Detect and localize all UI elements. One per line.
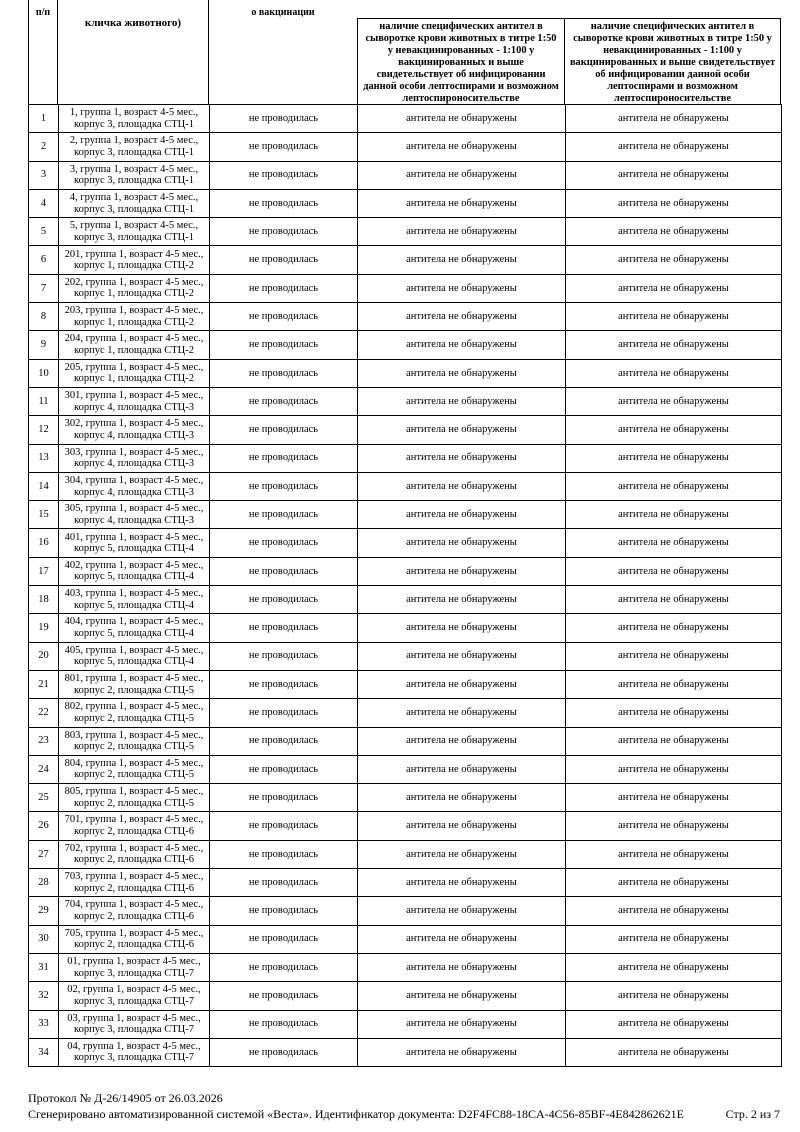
cell-number: 28: [29, 869, 59, 897]
cell-vaccination: не проводилась: [210, 840, 358, 868]
animal-line1: 402, группа 1, возраст 4-5 мес.,: [64, 559, 204, 571]
cell-vaccination: не проводилась: [210, 218, 358, 246]
cell-result-1: антитела не обнаружены: [358, 586, 566, 614]
cell-result-1: антитела не обнаружены: [358, 784, 566, 812]
cell-vaccination: не проводилась: [210, 670, 358, 698]
header-cell-antibody-result-1: наличие специфических антител в сыворотке крови животных в титре 1:50 у невакцинированных - 1:100 у вакцинированных и выше свидетельствует об инфицировании данной особи лептоспирами и возможном лептоспироносительстве: [358, 19, 565, 104]
cell-animal: [59, 925, 210, 953]
cell-vaccination: не проводилась: [210, 586, 358, 614]
cell-animal: [59, 699, 210, 727]
animal-line2: корпус 1, площадка СТЦ-2: [74, 373, 194, 385]
cell-vaccination: не проводилась: [210, 105, 358, 133]
cell-result-2: антитела не обнаружены: [566, 897, 782, 925]
table-header: [28, 0, 781, 104]
cell-result-1: антитела не обнаружены: [358, 840, 566, 868]
animal-line2: корпус 3, площадка СТЦ-1: [74, 203, 194, 215]
cell-animal: [59, 586, 210, 614]
cell-result-1: антитела не обнаружены: [358, 387, 566, 415]
cell-number: 9: [29, 331, 59, 359]
header-cell-number: [28, 0, 58, 104]
animal-line2: корпус 3, площадка СТЦ-7: [74, 1024, 194, 1036]
cell-number: 26: [29, 812, 59, 840]
cell-number: 11: [29, 387, 59, 415]
animal-line1: 302, группа 1, возраст 4-5 мес.,: [64, 418, 204, 430]
cell-number: 31: [29, 953, 59, 981]
animal-line1: 703, группа 1, возраст 4-5 мес.,: [64, 871, 204, 883]
animal-line1: 1, группа 1, возраст 4-5 мес.,: [69, 107, 199, 119]
animal-line2: корпус 4, площадка СТЦ-3: [74, 429, 194, 441]
table-row: [29, 699, 782, 727]
cell-number: 14: [29, 472, 59, 500]
header-vaccination-clipped-text: о вакцинации: [251, 7, 315, 18]
cell-result-1: антитела не обнаружены: [358, 953, 566, 981]
cell-result-2: антитела не обнаружены: [566, 982, 782, 1010]
cell-animal: [59, 331, 210, 359]
results-grid: [28, 104, 782, 1067]
animal-line2: корпус 3, площадка СТЦ-1: [74, 231, 194, 243]
cell-result-1: антитела не обнаружены: [358, 303, 566, 331]
animal-line1: 303, группа 1, возраст 4-5 мес.,: [64, 446, 204, 458]
cell-result-2: антитела не обнаружены: [566, 1010, 782, 1038]
animal-line2: корпус 2, площадка СТЦ-6: [74, 826, 194, 838]
cell-result-2: антитела не обнаружены: [566, 387, 782, 415]
cell-animal: [59, 161, 210, 189]
cell-animal: [59, 501, 210, 529]
cell-vaccination: не проводилась: [210, 755, 358, 783]
animal-line1: 701, группа 1, возраст 4-5 мес.,: [64, 814, 204, 826]
animal-line1: 2, группа 1, возраст 4-5 мес.,: [69, 135, 199, 147]
cell-result-1: антитела не обнаружены: [358, 812, 566, 840]
animal-line1: 3, группа 1, возраст 4-5 мес.,: [69, 163, 199, 175]
cell-result-1: антитела не обнаружены: [358, 925, 566, 953]
animal-line1: 401, группа 1, возраст 4-5 мес.,: [64, 531, 204, 543]
cell-animal: [59, 727, 210, 755]
cell-number: 22: [29, 699, 59, 727]
header-animal-label: кличка животного): [84, 17, 182, 29]
table-row: [29, 387, 782, 415]
cell-result-1: антитела не обнаружены: [358, 444, 566, 472]
cell-result-1: антитела не обнаружены: [358, 359, 566, 387]
table-row: [29, 444, 782, 472]
page-number: Стр. 2 из 7: [725, 1107, 780, 1121]
cell-animal: [59, 1010, 210, 1038]
cell-animal: [59, 359, 210, 387]
table-row: [29, 1010, 782, 1038]
cell-result-1: антитела не обнаружены: [358, 642, 566, 670]
cell-result-1: антитела не обнаружены: [358, 416, 566, 444]
animal-line1: 01, группа 1, возраст 4-5 мес.,: [67, 955, 201, 967]
cell-result-2: антитела не обнаружены: [566, 303, 782, 331]
cell-number: 16: [29, 529, 59, 557]
table-row: [29, 303, 782, 331]
animal-line1: 202, группа 1, возраст 4-5 мес.,: [64, 276, 204, 288]
animal-line1: 301, группа 1, возраст 4-5 мес.,: [64, 390, 204, 402]
cell-result-2: антитела не обнаружены: [566, 218, 782, 246]
animal-line2: корпус 2, площадка СТЦ-6: [74, 939, 194, 951]
cell-animal: [59, 642, 210, 670]
animal-line2: корпус 3, площадка СТЦ-7: [74, 967, 194, 979]
cell-vaccination: не проводилась: [210, 246, 358, 274]
table-row: [29, 246, 782, 274]
cell-animal: [59, 416, 210, 444]
animal-line2: корпус 2, площадка СТЦ-5: [74, 741, 194, 753]
animal-line1: 705, группа 1, возраст 4-5 мес.,: [64, 927, 204, 939]
cell-vaccination: не проводилась: [210, 897, 358, 925]
cell-result-2: антитела не обнаружены: [566, 812, 782, 840]
cell-vaccination: не проводилась: [210, 444, 358, 472]
cell-animal: [59, 614, 210, 642]
cell-number: 32: [29, 982, 59, 1010]
cell-result-1: антитела не обнаружены: [358, 897, 566, 925]
table-row: [29, 359, 782, 387]
cell-result-1: антитела не обнаружены: [358, 331, 566, 359]
cell-vaccination: не проводилась: [210, 1038, 358, 1066]
animal-line1: 203, группа 1, возраст 4-5 мес.,: [64, 305, 204, 317]
cell-number: 13: [29, 444, 59, 472]
cell-animal: [59, 246, 210, 274]
cell-result-2: антитела не обнаружены: [566, 699, 782, 727]
cell-result-2: антитела не обнаружены: [566, 557, 782, 585]
animal-line1: 4, группа 1, возраст 4-5 мес.,: [69, 191, 199, 203]
cell-number: 2: [29, 133, 59, 161]
animal-line2: корпус 4, площадка СТЦ-3: [74, 458, 194, 470]
cell-result-1: антитела не обнаружены: [358, 105, 566, 133]
table-row: [29, 472, 782, 500]
animal-line2: корпус 5, площадка СТЦ-4: [74, 599, 194, 611]
animal-line1: 802, группа 1, возраст 4-5 мес.,: [64, 701, 204, 713]
cell-result-2: антитела не обнаружены: [566, 840, 782, 868]
cell-animal: [59, 133, 210, 161]
animal-line2: корпус 1, площадка СТЦ-2: [74, 260, 194, 272]
cell-animal: [59, 982, 210, 1010]
animal-line2: корпус 1, площадка СТЦ-2: [74, 288, 194, 300]
animal-line2: корпус 5, площадка СТЦ-4: [74, 656, 194, 668]
animal-line1: 405, группа 1, возраст 4-5 мес.,: [64, 644, 204, 656]
cell-number: 19: [29, 614, 59, 642]
cell-number: 12: [29, 416, 59, 444]
animal-line1: 5, группа 1, возраст 4-5 мес.,: [69, 220, 199, 232]
cell-number: 21: [29, 670, 59, 698]
cell-result-2: антитела не обнаружены: [566, 416, 782, 444]
animal-line2: корпус 3, площадка СТЦ-1: [74, 175, 194, 187]
cell-number: 15: [29, 501, 59, 529]
animal-line1: 201, группа 1, возраст 4-5 мес.,: [64, 248, 204, 260]
animal-line2: корпус 3, площадка СТЦ-7: [74, 1052, 194, 1064]
cell-number: 27: [29, 840, 59, 868]
cell-animal: [59, 274, 210, 302]
cell-animal: [59, 557, 210, 585]
table-row: [29, 755, 782, 783]
cell-result-1: антитела не обнаружены: [358, 1010, 566, 1038]
table-row: [29, 1038, 782, 1066]
table-row: [29, 586, 782, 614]
animal-line2: корпус 1, площадка СТЦ-2: [74, 316, 194, 328]
animal-line1: 704, группа 1, возраст 4-5 мес.,: [64, 899, 204, 911]
cell-number: 8: [29, 303, 59, 331]
table-row: [29, 642, 782, 670]
cell-result-2: антитела не обнаружены: [566, 246, 782, 274]
cell-result-1: антитела не обнаружены: [358, 869, 566, 897]
cell-animal: [59, 105, 210, 133]
header-cell-vaccination: [209, 0, 357, 104]
cell-result-2: антитела не обнаружены: [566, 670, 782, 698]
cell-vaccination: не проводилась: [210, 501, 358, 529]
cell-result-2: антитела не обнаружены: [566, 1038, 782, 1066]
cell-vaccination: не проводилась: [210, 529, 358, 557]
cell-number: 5: [29, 218, 59, 246]
table-row: [29, 529, 782, 557]
cell-result-2: антитела не обнаружены: [566, 133, 782, 161]
cell-result-2: антитела не обнаружены: [566, 105, 782, 133]
cell-animal: [59, 472, 210, 500]
cell-number: 7: [29, 274, 59, 302]
animal-line1: 304, группа 1, возраст 4-5 мес.,: [64, 474, 204, 486]
animal-line2: корпус 2, площадка СТЦ-5: [74, 684, 194, 696]
cell-vaccination: не проводилась: [210, 161, 358, 189]
cell-result-1: антитела не обнаружены: [358, 699, 566, 727]
cell-animal: [59, 784, 210, 812]
cell-result-1: антитела не обнаружены: [358, 218, 566, 246]
table-row: [29, 784, 782, 812]
cell-result-2: антитела не обнаружены: [566, 444, 782, 472]
cell-animal: [59, 387, 210, 415]
animal-line2: корпус 2, площадка СТЦ-5: [74, 797, 194, 809]
header-number-clipped-text: п/п: [35, 7, 51, 18]
cell-result-2: антитела не обнаружены: [566, 161, 782, 189]
cell-number: 29: [29, 897, 59, 925]
cell-vaccination: не проводилась: [210, 925, 358, 953]
cell-number: 30: [29, 925, 59, 953]
table-row: [29, 614, 782, 642]
table-body: [29, 105, 782, 1067]
cell-vaccination: не проводилась: [210, 642, 358, 670]
table-row: [29, 840, 782, 868]
cell-vaccination: не проводилась: [210, 303, 358, 331]
cell-vaccination: не проводилась: [210, 557, 358, 585]
cell-number: 1: [29, 105, 59, 133]
cell-number: 33: [29, 1010, 59, 1038]
cell-number: 10: [29, 359, 59, 387]
animal-line1: 02, группа 1, возраст 4-5 мес.,: [67, 984, 201, 996]
animal-line1: 04, группа 1, возраст 4-5 мес.,: [67, 1040, 201, 1052]
cell-vaccination: не проводилась: [210, 133, 358, 161]
cell-number: 24: [29, 755, 59, 783]
cell-animal: [59, 812, 210, 840]
animal-line1: 804, группа 1, возраст 4-5 мес.,: [64, 757, 204, 769]
table-row: [29, 557, 782, 585]
header-cell-antibody-result-2: наличие специфических антител в сыворотке крови животных в титре 1:50 у невакцинированных - 1:100 у вакцинированных и выше свидетельствует об инфицировании данной особи лептоспирами и возможном лептоспироносительстве: [569, 21, 776, 104]
cell-vaccination: не проводилась: [210, 359, 358, 387]
cell-number: 3: [29, 161, 59, 189]
cell-result-2: антитела не обнаружены: [566, 501, 782, 529]
cell-animal: [59, 529, 210, 557]
cell-animal: [59, 953, 210, 981]
cell-vaccination: не проводилась: [210, 189, 358, 217]
cell-result-1: антитела не обнаружены: [358, 727, 566, 755]
cell-result-2: антитела не обнаружены: [566, 472, 782, 500]
table-row: [29, 812, 782, 840]
cell-result-2: антитела не обнаружены: [566, 331, 782, 359]
animal-line2: корпус 4, площадка СТЦ-3: [74, 486, 194, 498]
footer-generated-text: Сгенерировано автоматизированной системой «Веста». Идентификатор документа: D2F4FC88-18CA-4C56-85BF-4E842862621E: [28, 1107, 685, 1121]
cell-animal: [59, 670, 210, 698]
table-row: [29, 105, 782, 133]
cell-vaccination: не проводилась: [210, 699, 358, 727]
cell-animal: [59, 218, 210, 246]
cell-result-2: антитела не обнаружены: [566, 642, 782, 670]
cell-vaccination: не проводилась: [210, 274, 358, 302]
cell-result-1: антитела не обнаружены: [358, 670, 566, 698]
header-cell-animal: [58, 0, 209, 104]
cell-result-1: антитела не обнаружены: [358, 755, 566, 783]
animal-line2: корпус 2, площадка СТЦ-6: [74, 854, 194, 866]
cell-result-1: антитела не обнаружены: [358, 274, 566, 302]
animal-line2: корпус 2, площадка СТЦ-6: [74, 882, 194, 894]
cell-vaccination: не проводилась: [210, 614, 358, 642]
table-row: [29, 274, 782, 302]
cell-animal: [59, 1038, 210, 1066]
cell-result-2: антитела не обнаружены: [566, 614, 782, 642]
table-row: [29, 416, 782, 444]
cell-vaccination: не проводилась: [210, 416, 358, 444]
animal-line1: 803, группа 1, возраст 4-5 мес.,: [64, 729, 204, 741]
animal-line2: корпус 4, площадка СТЦ-3: [74, 514, 194, 526]
cell-number: 6: [29, 246, 59, 274]
animal-line2: корпус 5, площадка СТЦ-4: [74, 627, 194, 639]
cell-result-1: антитела не обнаружены: [358, 189, 566, 217]
table-row: [29, 897, 782, 925]
animal-line1: 404, группа 1, возраст 4-5 мес.,: [64, 616, 204, 628]
cell-result-2: антитела не обнаружены: [566, 359, 782, 387]
animal-line2: корпус 2, площадка СТЦ-5: [74, 769, 194, 781]
animal-line1: 03, группа 1, возраст 4-5 мес.,: [67, 1012, 201, 1024]
footer-protocol: Протокол № Д-26/14905 от 26.03.2026: [28, 1091, 223, 1105]
animal-line1: 403, группа 1, возраст 4-5 мес.,: [64, 588, 204, 600]
cell-result-1: антитела не обнаружены: [358, 246, 566, 274]
cell-animal: [59, 755, 210, 783]
cell-number: 34: [29, 1038, 59, 1066]
cell-result-1: антитела не обнаружены: [358, 614, 566, 642]
cell-result-1: антитела не обнаружены: [358, 472, 566, 500]
cell-result-2: антитела не обнаружены: [566, 189, 782, 217]
cell-number: 18: [29, 586, 59, 614]
cell-result-1: антитела не обнаружены: [358, 529, 566, 557]
animal-line1: 805, группа 1, возраст 4-5 мес.,: [64, 786, 204, 798]
cell-animal: [59, 869, 210, 897]
animal-line2: корпус 3, площадка СТЦ-1: [74, 146, 194, 158]
table-row: [29, 501, 782, 529]
cell-vaccination: не проводилась: [210, 982, 358, 1010]
cell-vaccination: не проводилась: [210, 869, 358, 897]
cell-animal: [59, 303, 210, 331]
cell-result-2: антитела не обнаружены: [566, 727, 782, 755]
animal-line2: корпус 2, площадка СТЦ-5: [74, 712, 194, 724]
cell-vaccination: не проводилась: [210, 727, 358, 755]
cell-animal: [59, 840, 210, 868]
cell-number: 17: [29, 557, 59, 585]
animal-line1: 205, группа 1, возраст 4-5 мес.,: [64, 361, 204, 373]
animal-line2: корпус 3, площадка СТЦ-1: [74, 118, 194, 130]
cell-result-2: антитела не обнаружены: [566, 953, 782, 981]
results-table: [28, 0, 781, 1067]
cell-number: 20: [29, 642, 59, 670]
animal-line1: 801, группа 1, возраст 4-5 мес.,: [64, 672, 204, 684]
cell-vaccination: не проводилась: [210, 953, 358, 981]
cell-number: 25: [29, 784, 59, 812]
cell-vaccination: не проводилась: [210, 812, 358, 840]
cell-vaccination: не проводилась: [210, 784, 358, 812]
cell-vaccination: не проводилась: [210, 1010, 358, 1038]
animal-line2: корпус 1, площадка СТЦ-2: [74, 345, 194, 357]
cell-result-2: антитела не обнаружены: [566, 925, 782, 953]
animal-line1: 305, группа 1, возраст 4-5 мес.,: [64, 503, 204, 515]
header-result-columns: [357, 18, 781, 104]
cell-result-2: антитела не обнаружены: [566, 784, 782, 812]
cell-vaccination: не проводилась: [210, 472, 358, 500]
cell-vaccination: не проводилась: [210, 387, 358, 415]
table-row: [29, 189, 782, 217]
cell-result-2: антитела не обнаружены: [566, 274, 782, 302]
cell-animal: [59, 189, 210, 217]
animal-line1: 204, группа 1, возраст 4-5 мес.,: [64, 333, 204, 345]
animal-line2: корпус 2, площадка СТЦ-6: [74, 910, 194, 922]
cell-vaccination: не проводилась: [210, 331, 358, 359]
footer-generated-line: [28, 1107, 780, 1122]
animal-line2: корпус 4, площадка СТЦ-3: [74, 401, 194, 413]
animal-line2: корпус 5, площадка СТЦ-4: [74, 543, 194, 555]
cell-animal: [59, 444, 210, 472]
table-row: [29, 869, 782, 897]
animal-line2: корпус 5, площадка СТЦ-4: [74, 571, 194, 583]
cell-result-2: антитела не обнаружены: [566, 529, 782, 557]
table-row: [29, 925, 782, 953]
table-row: [29, 727, 782, 755]
table-row: [29, 670, 782, 698]
cell-animal: [59, 897, 210, 925]
animal-line1: 702, группа 1, возраст 4-5 мес.,: [64, 842, 204, 854]
cell-result-1: антитела не обнаружены: [358, 557, 566, 585]
cell-result-2: антитела не обнаружены: [566, 869, 782, 897]
cell-result-2: антитела не обнаружены: [566, 586, 782, 614]
animal-line2: корпус 3, площадка СТЦ-7: [74, 995, 194, 1007]
table-row: [29, 133, 782, 161]
cell-result-1: антитела не обнаружены: [358, 1038, 566, 1066]
cell-result-1: антитела не обнаружены: [358, 133, 566, 161]
cell-result-1: антитела не обнаружены: [358, 982, 566, 1010]
cell-number: 4: [29, 189, 59, 217]
cell-result-1: антитела не обнаружены: [358, 161, 566, 189]
table-row: [29, 331, 782, 359]
cell-number: 23: [29, 727, 59, 755]
table-row: [29, 982, 782, 1010]
table-row: [29, 953, 782, 981]
cell-result-1: антитела не обнаружены: [358, 501, 566, 529]
table-row: [29, 218, 782, 246]
table-row: [29, 161, 782, 189]
cell-result-2: антитела не обнаружены: [566, 755, 782, 783]
